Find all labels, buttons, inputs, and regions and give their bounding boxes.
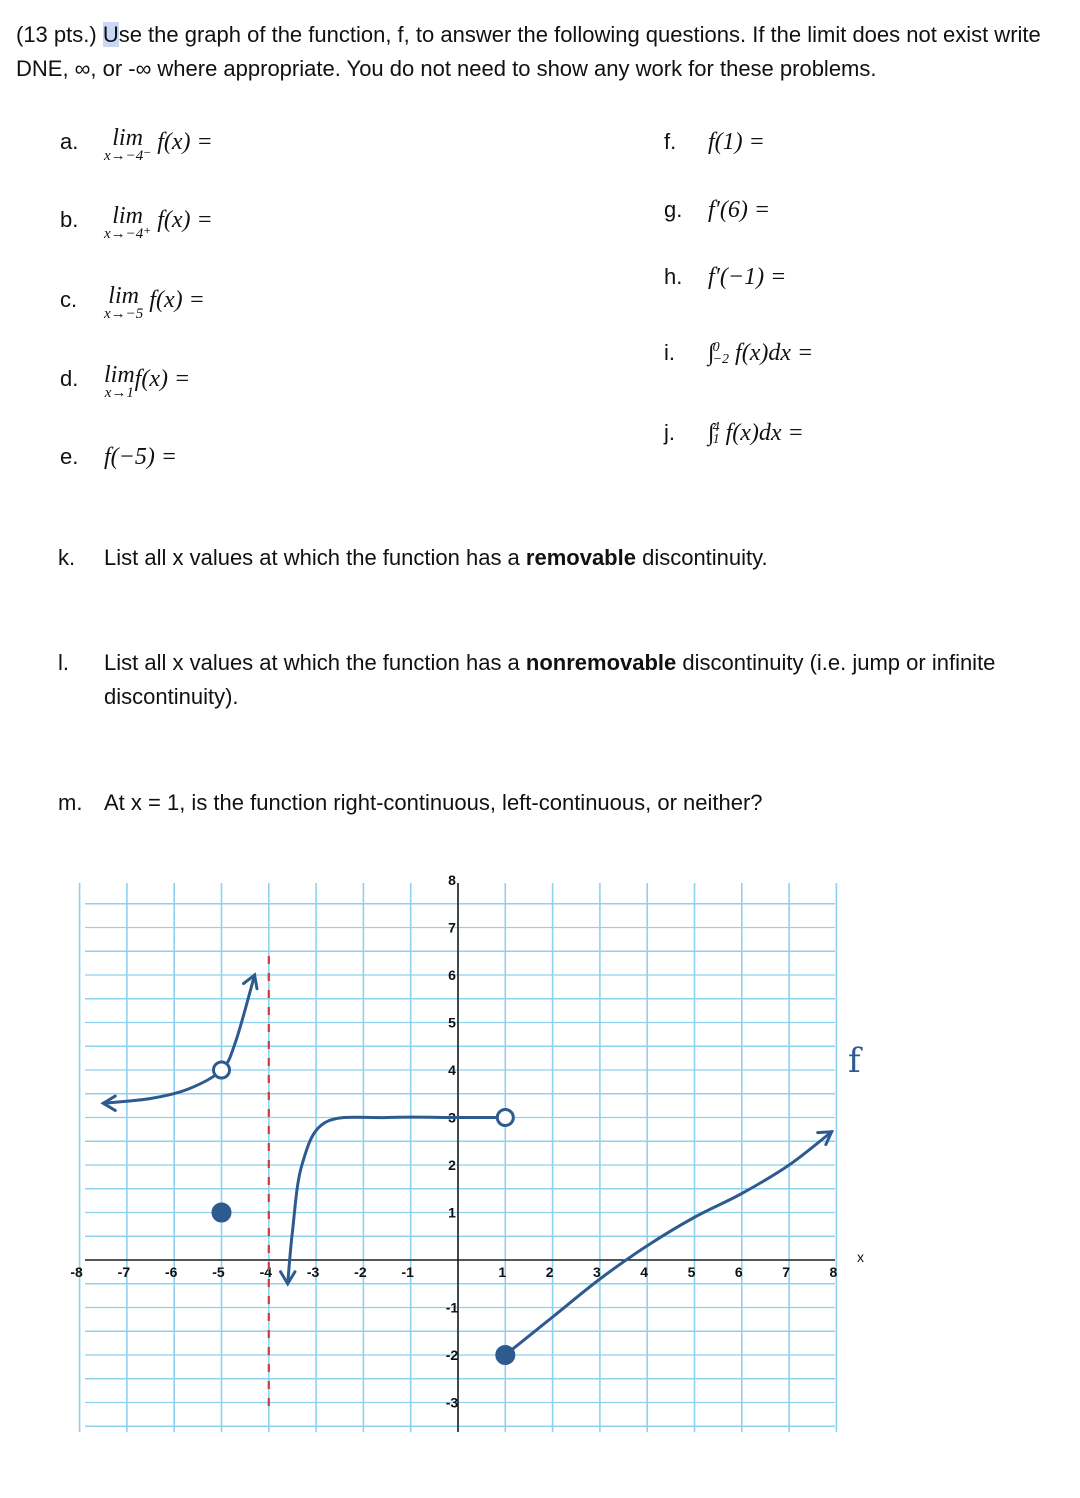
x-tick-label: -8 bbox=[70, 1264, 83, 1280]
limit-notation: lim x→−5 bbox=[104, 283, 144, 322]
function-graph bbox=[0, 850, 1080, 1450]
x-tick-label: 8 bbox=[829, 1264, 838, 1280]
limit-notation: lim x→1 bbox=[104, 362, 135, 401]
question-j: j. ∫ 4 1 f(x)dx = bbox=[664, 420, 804, 448]
x-tick-label: -7 bbox=[117, 1264, 131, 1280]
x-tick-label: 2 bbox=[545, 1264, 554, 1280]
open-point bbox=[214, 1062, 230, 1078]
x-tick-label: 3 bbox=[593, 1264, 601, 1280]
question-k: k. List all x values at which the function has a removable discontinuity. bbox=[58, 545, 768, 570]
limit-notation: lim x→−4⁺ bbox=[104, 203, 152, 242]
closed-point bbox=[496, 1346, 514, 1364]
axes bbox=[85, 883, 835, 1432]
x-axis-label: x bbox=[857, 1249, 864, 1265]
y-tick-label: -1 bbox=[445, 1299, 459, 1316]
definite-integral: ∫ 4 1 f(x)dx = bbox=[708, 420, 804, 448]
y-tick-label: 8 bbox=[448, 872, 456, 888]
y-tick-label: -3 bbox=[445, 1394, 459, 1411]
x-tick-label: 5 bbox=[687, 1264, 696, 1280]
question-g: g. f′(6) = bbox=[664, 197, 771, 223]
x-tick-label: 7 bbox=[782, 1264, 790, 1280]
y-tick-label: 1 bbox=[448, 1204, 456, 1221]
x-tick-label: 1 bbox=[498, 1264, 507, 1280]
y-tick-label: 2 bbox=[448, 1157, 456, 1173]
question-e: e. f(−5) = bbox=[60, 444, 178, 470]
middle-branch-curve bbox=[288, 1117, 506, 1284]
question-i: i. ∫ 0 −2 f(x)dx = bbox=[664, 340, 814, 368]
x-tick-label: -3 bbox=[306, 1264, 320, 1280]
x-tick-label: 6 bbox=[734, 1264, 743, 1280]
y-tick-label: 7 bbox=[448, 919, 456, 936]
x-tick-label: -1 bbox=[401, 1264, 414, 1280]
question-f: f. f(1) = bbox=[664, 129, 765, 155]
y-tick-label: 4 bbox=[448, 1062, 456, 1078]
question-l: l. List all x values at which the function has a nonremovable discontinuity (i.e. jump or infinite discontinuity). bbox=[58, 650, 996, 709]
x-tick-label: -4 bbox=[259, 1264, 273, 1280]
limit-notation: lim x→−4⁻ bbox=[104, 125, 152, 164]
x-tick-label: 4 bbox=[640, 1264, 649, 1280]
open-point bbox=[497, 1110, 513, 1126]
definite-integral: ∫ 0 −2 f(x)dx = bbox=[708, 340, 814, 368]
y-tick-label: -2 bbox=[445, 1347, 459, 1363]
question-m: m. At x = 1, is the function right-continuous, left-continuous, or neither? bbox=[58, 790, 763, 815]
question-d: d. lim x→1 f(x) = bbox=[60, 362, 191, 401]
question-h: h. f′(−1) = bbox=[664, 264, 787, 290]
x-tick-label: -2 bbox=[354, 1264, 367, 1280]
left-branch-curve bbox=[103, 975, 254, 1103]
question-b: b. lim x→−4⁺ f(x) = bbox=[60, 203, 213, 242]
y-tick-label: 6 bbox=[448, 967, 456, 983]
question-c: c. lim x→−5 f(x) = bbox=[60, 283, 205, 322]
instructions: (13 pts.) Use the graph of the function, f, to answer the following questions. If the limit does not exist write DNE, ∞, or -∞ where appropriate. You do not need to show any work for these problems. bbox=[16, 22, 1041, 81]
x-tick-label: -6 bbox=[164, 1264, 178, 1280]
text-cursor-highlight: U bbox=[102, 22, 119, 47]
closed-point bbox=[213, 1204, 231, 1222]
function-label: f bbox=[848, 1041, 861, 1081]
question-a: a. lim x→−4⁻ f(x) = bbox=[60, 125, 213, 164]
x-tick-label: -5 bbox=[212, 1264, 225, 1280]
y-tick-label: 5 bbox=[448, 1014, 456, 1031]
y-tick-label: 3 bbox=[448, 1109, 456, 1126]
